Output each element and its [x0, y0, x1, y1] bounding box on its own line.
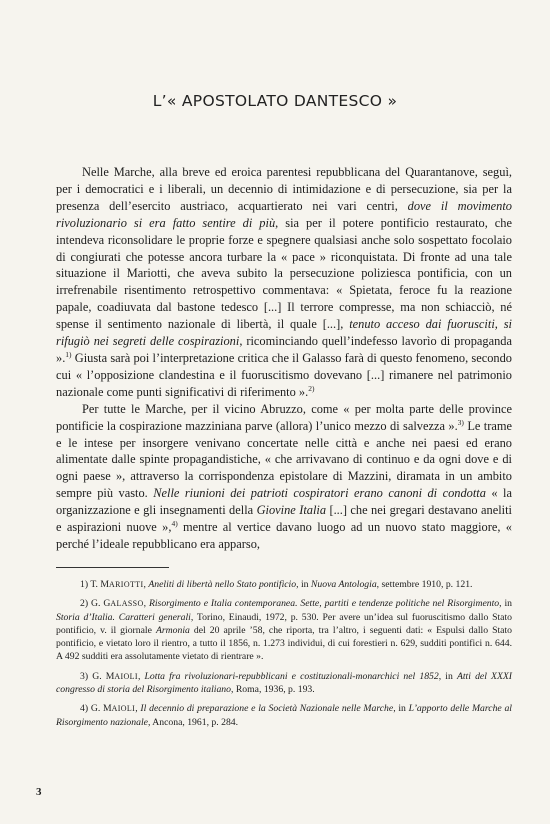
text-run: del 20 aprile ’58, che riporta, tra l’altro, i seguenti dati: « Espulsi dallo Stato pontificio, e vietato loro il rientro, a tutto il 1856, n. 1.273 individui, di cui forestieri n. 629, sudditi pontifici n. 644. A 492 sudditi era assolutamente vietato di rientrare ». [56, 624, 512, 663]
italic-text: Armonia [155, 624, 190, 636]
text-run: , Roma, 1936, p. 193. [231, 684, 315, 696]
text-run: [...] che nei gregari destavano aneliti e aspirazioni nuove », [56, 503, 512, 535]
small-caps-text: ARIOTTI [108, 580, 144, 589]
text-run: Le trame e le intese per insorgere venivano concertate nelle città e anche nei paesi ed erano alimentate dalle spinte propagandistiche, « che arrivavano di continuo e da ogni dove e di ogni paese », attraverso la corrispondenza epistolare di Mazzini, diramata in un ambito sempre più vasto. [56, 418, 512, 501]
text-run: 1) T. M [80, 579, 109, 590]
text-run: , ricominciando quell’indefesso lavorìo di propaganda ». [56, 334, 512, 365]
text-run: mentre al vertice davano luogo ad un nuovo stato maggiore, « perché l’ideale repubblicano era apparso, [56, 520, 512, 551]
text-run: , [137, 670, 145, 682]
text-run: , in [296, 579, 311, 590]
italic-text: Giovine Italia [256, 503, 327, 518]
text-run: , settembre 1910, p. 121. [376, 579, 473, 590]
footnote [56, 702, 512, 729]
text-run: 4) G. M [80, 703, 112, 715]
italic-text: Il decennio di preparazione e la Società Nazionale nelle Marche [140, 703, 394, 715]
italic-text: Nuova Antologia [310, 579, 377, 590]
italic-text: Atti del XXXI congresso di storia del Risorgimento italiano [56, 670, 513, 696]
text-run: , in [438, 670, 457, 682]
italic-text: L’apporto delle Marche al Risorgimento nazionale [56, 703, 513, 728]
footnote [56, 578, 512, 591]
footnote [56, 670, 512, 697]
text-run: , Ancona, 1961, p. 284. [147, 716, 239, 728]
page-number: 3 [36, 786, 42, 798]
footnotes [56, 578, 512, 735]
text-run: Giusta sarà poi l’interpretazione critica che il Galasso farà di questo fenomeno, secondo cui « l’opposizione clandestina e il fuoruscitismo dovevano [...] rimanere nel patrimonio nazionale come punti significativi di riferimento ». [56, 350, 512, 399]
italic-text: Risorgimento e Italia contemporanea. Sette, partiti e tendenze politiche nel Risorgimento [148, 598, 500, 610]
footnote-ref: 4) [171, 518, 178, 528]
text-run: 3) G. M [80, 670, 115, 682]
italic-text: Lotta fra rivoluzionari-repubblicani e costituzionali-monarchici nel 1852 [144, 670, 439, 682]
footnote-ref: 1) [65, 349, 72, 359]
italic-text: tenuto acceso dai fuorusciti, si rifugiò nei segreti delle cospirazioni [56, 317, 512, 349]
text-run: , [143, 598, 149, 610]
text-run: , [135, 703, 141, 715]
footnote-ref: 2) [308, 383, 315, 393]
text-run: , [143, 579, 149, 590]
italic-text: Aneliti di libertà nello Stato pontificio [148, 579, 297, 590]
small-caps-text: AIOLI [111, 704, 136, 714]
text-run: Nelle Marche, alla breve ed eroica parentesi repubblicana del Quarantanove, seguì, per i democratici e i liberali, un decennio di intimidazione e di persecuzione, sia per la presenza dell’esercito austriaco, acquartierato nei vari centri, [56, 165, 512, 213]
footnote-separator [56, 567, 169, 568]
chapter-title: L’« APOSTOLATO DANTESCO » [152, 92, 398, 110]
text-run: Per tutte le Marche, per il vicino Abruzzo, come « per molta parte delle province pontificie la cospirazione mazziniana parve (allora) l’unico mezzo di salvezza ». [56, 401, 512, 433]
text-run: , in [393, 703, 409, 715]
text-run: , sia per il potere pontificio restaurato, che intendeva riconsolidare le proprie forze e spegnere qualsiasi anche solo sospettato focolaio di congiurati che potesse ancora turbare la « pace » riconquistata. Di fronte ad una tale situazione il Mariotti, che aveva subito la persecuzione poliziesca pontificia, con un irrefrenabile risentimento retrospettivo commentava: « Spietata, feroce fu la reazione papale, coadiuvata dal bastone tedesco [...] Il terrore compresse, ma non schiacciò, né spense il sentimento nazionale di libertà, il quale [...], [56, 215, 513, 332]
small-caps-text: ALASSO [110, 599, 144, 609]
text-run: « la organizzazione e gli insegnamenti della [56, 486, 512, 518]
small-caps-text: AIOLI [114, 671, 138, 681]
footnote [56, 597, 512, 663]
text-run: 2) G. G [80, 598, 111, 610]
italic-text: Nelle riunioni dei patrioti cospiratori erano canoni di condotta [153, 486, 486, 501]
paragraph [56, 164, 512, 401]
italic-text: dove il movimento rivoluzionario si era fatto sentire di più [56, 198, 512, 230]
body-text [56, 164, 512, 553]
text-run: , in [499, 598, 512, 610]
italic-text: Storia d’Italia. Caratteri generali [56, 611, 191, 623]
text-run: , Torino, Einaudi, 1972, p. 530. Per avere un’idea sul fuoruscitismo dallo Stato pontificio, v. il giornale [56, 611, 512, 636]
paragraph [56, 401, 512, 553]
footnote-ref: 3) [457, 417, 464, 427]
